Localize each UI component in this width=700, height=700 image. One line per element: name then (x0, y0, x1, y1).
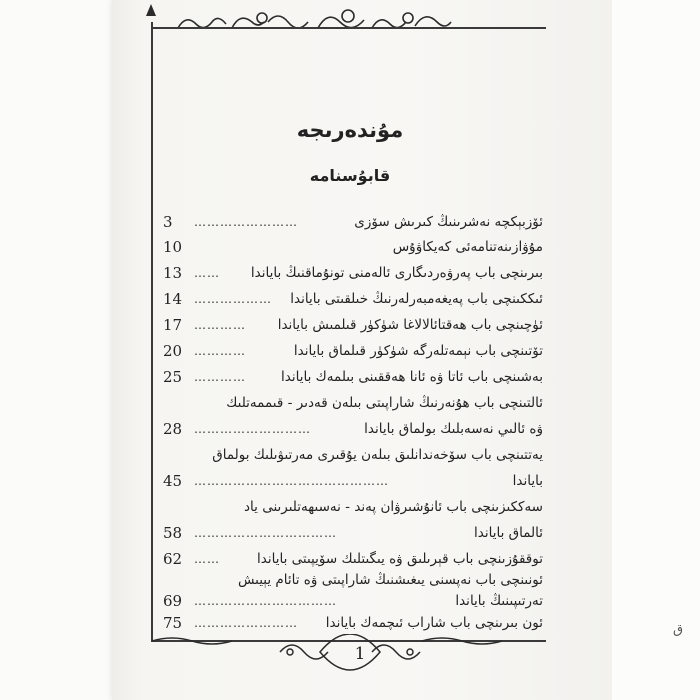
page-margin (612, 0, 700, 700)
toc-page-number: 75 (163, 614, 183, 632)
toc-row[interactable] (163, 470, 543, 492)
arrow-up-icon (146, 4, 156, 16)
frame-top-line (151, 27, 546, 29)
toc-entry-title: بەشىنچى باب ئاتا ۋە ئانا ھەققىنى بىلمەك باياندا (281, 369, 543, 385)
toc-leader-dots: ………… (194, 370, 246, 384)
toc-row[interactable] (163, 236, 543, 258)
toc-row[interactable] (163, 522, 543, 544)
toc-leader-dots: …… (194, 266, 220, 280)
toc-leader-dots: …… (194, 552, 220, 566)
toc-row[interactable] (163, 262, 543, 284)
toc-page-number: 58 (163, 524, 183, 542)
toc-row[interactable] (163, 496, 543, 518)
toc-page-number: 17 (163, 316, 183, 334)
toc-entry-title: ئالتىنچى باب ھۇنەرنىڭ شاراپىتى بىلەن قەدىر - قىممەتلىك (226, 395, 543, 411)
toc-leader-dots: ……………………………………… (194, 474, 389, 488)
toc-page-number: 28 (163, 420, 183, 438)
toc-page-number: 25 (163, 368, 183, 386)
toc-entry-title: مۇۋازىنەتنامەئى كەيكاۋۇس (392, 239, 543, 255)
toc-entry-title: يەتتىنچى باب سۆخەندانلىق بىلەن يۇقىرى مەرتىۋىلىك بولماق (212, 447, 543, 463)
toc-row[interactable] (163, 340, 543, 362)
toc-leader-dots: …………………… (194, 616, 298, 630)
toc-leader-dots: ……………………… (194, 422, 311, 436)
toc-page-number: 20 (163, 342, 183, 360)
toc-entry-title: تەرتىپىنىڭ باياندا (455, 593, 543, 609)
toc-entry-title: تۆتىنچى باب نېمەتلەرگە شۈكۈر قىلماق باياندا (293, 343, 543, 359)
toc-page-number: 13 (163, 264, 183, 282)
toc-row[interactable] (163, 392, 543, 414)
toc-page-number: 45 (163, 472, 183, 490)
contents-heading: مۇندەرىجە (296, 118, 404, 142)
toc-page-number: 14 (163, 290, 183, 308)
toc-page-number: 3 (163, 213, 173, 231)
toc-row[interactable] (163, 314, 543, 336)
toc-entry-title: ئالماق باياندا (473, 525, 543, 541)
toc-row[interactable] (163, 444, 543, 466)
toc-row[interactable] (163, 590, 543, 612)
top-floral-ornament-icon (140, 4, 560, 38)
toc-leader-dots: …………………………… (194, 594, 337, 608)
toc-page-number: 69 (163, 592, 183, 610)
toc-leader-dots: …………………… (194, 215, 298, 229)
toc-leader-dots: ……………… (194, 292, 272, 306)
toc-entry-title: ئىككىنچى باب پەيغەمبەرلەرنىڭ خىلقىتى باياندا (290, 291, 543, 307)
toc-row[interactable] (163, 569, 543, 591)
toc-row[interactable] (163, 612, 543, 634)
side-margin-mark: ق (673, 622, 684, 637)
toc-entry-title: ئونىنچى باب نەپسنى يىغىشنىڭ شاراپىتى ۋە تائام يېيىش (237, 572, 543, 588)
toc-entry-title: بىرىنچى باب پەرۋەردىگارى ئالەمنى تونۇماقنىڭ باياندا (250, 265, 543, 281)
toc-entry-title: ئۆزبېكچە نەشرىنىڭ كىرىش سۆزى (354, 214, 543, 230)
toc-row[interactable] (163, 366, 543, 388)
toc-entry-title: ۋە ئالىي نەسەبلىك بولماق باياندا (364, 421, 543, 437)
toc-entry-title: باياندا (512, 473, 543, 489)
toc-leader-dots: ………… (194, 344, 246, 358)
toc-entry-title: ئۈچىنچى باب ھەقتائالالاغا شۈكۈر قىلمىش باياندا (277, 317, 543, 333)
toc-leader-dots: ………… (194, 318, 246, 332)
toc-row[interactable] (163, 548, 543, 570)
toc-page-number: 10 (163, 238, 183, 256)
toc-entry-title: ئون بىرىنچى باب شاراب ئىچمەك باياندا (325, 615, 543, 631)
toc-row[interactable] (163, 211, 543, 233)
book-subtitle: قابۇسنامە (309, 166, 391, 185)
toc-entry-title: سەككىزىنچى باب ئانۇشىرۋان پەند - نەسىھەتلىرىنى ياد (244, 499, 543, 515)
toc-page-number: 62 (163, 550, 183, 568)
toc-row[interactable] (163, 418, 543, 440)
toc-entry-title: توققۇزىنچى باب قېرىلىق ۋە يىگىتلىك سۆيپىتى باياندا (257, 551, 543, 567)
frame-left-line (151, 22, 153, 642)
toc-leader-dots: …………………………… (194, 526, 337, 540)
toc-row[interactable] (163, 288, 543, 310)
page-number: 1 (354, 644, 366, 664)
